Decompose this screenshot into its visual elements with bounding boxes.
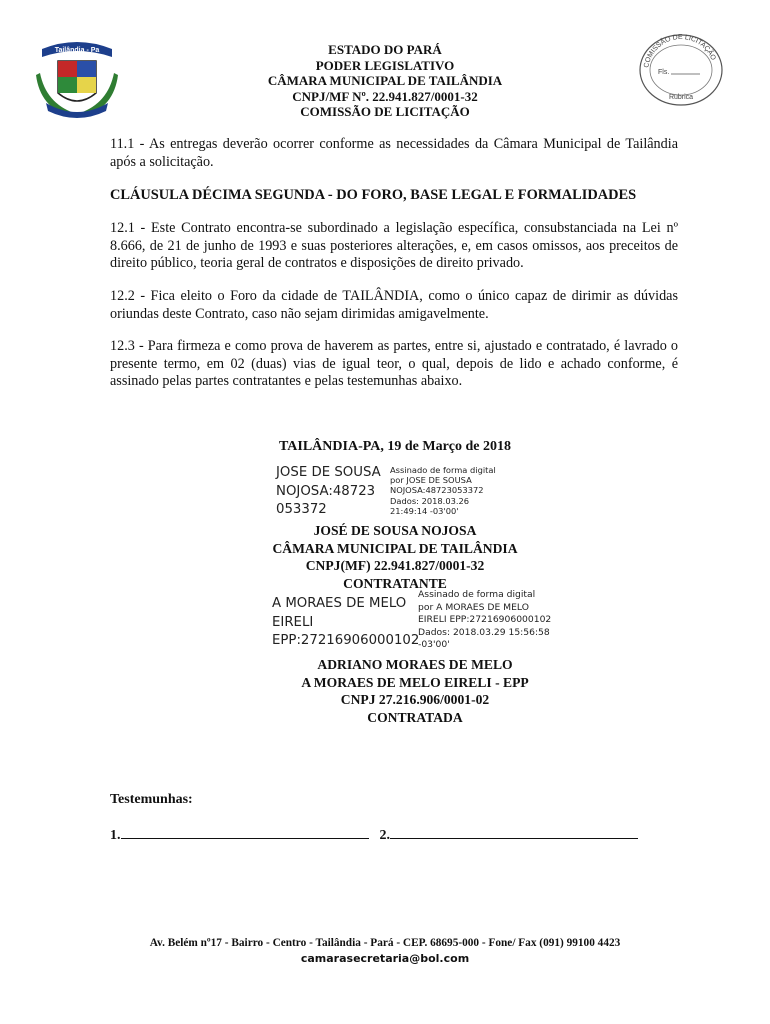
clause-12-3: 12.3 - Para firmeza e como prova de haverem as partes, entre si, ajustado e contratado, é lavrado o presente termo, em 02 (duas) vias de igual teor, o qual, depois de lido e achado conforme, é assinado pelas partes contratantes e pelas testemunhas abaixo. xyxy=(110,338,678,389)
party-1-name: JOSÉ DE SOUSA NOJOSA xyxy=(313,523,477,538)
signature-2-info-line: por A MORAES DE MELO xyxy=(418,601,529,613)
signature-2-name-line-1: A MORAES DE MELO xyxy=(272,596,407,611)
svg-text:Tailândia - Pa: Tailândia - Pa xyxy=(54,47,100,54)
header-cnpj: CNPJ/MF Nº. 22.941.827/0001-32 xyxy=(292,88,478,104)
signature-2-info-line: EIRELI EPP:27216906000102 xyxy=(418,614,552,625)
digital-signature-1 xyxy=(276,464,381,520)
contracted-party-block xyxy=(220,656,610,726)
header-state: ESTADO DO PARÁ xyxy=(328,42,442,57)
signature-2-name-line-2: EIRELI xyxy=(272,614,314,630)
signature-1-info-line: NOJOSA:48723053372 xyxy=(390,485,484,496)
signature-2-details xyxy=(418,589,551,652)
header-chamber: CÂMARA MUNICIPAL DE TAILÂNDIA xyxy=(267,73,503,88)
signature-1-details xyxy=(390,465,496,516)
signature-1-info-line: Assinado de forma digital xyxy=(390,465,496,475)
footer-email: camarasecretaria@bol.com xyxy=(300,952,470,965)
footer-address: Av. Belém nº17 - Bairro - Centro - Tailândia - Pará - CEP. 68695-000 - Fone/ Fax (091) 99100 4423 xyxy=(149,937,621,949)
party-1-org: CÂMARA MUNICIPAL DE TAILÂNDIA xyxy=(272,540,518,556)
party-1-cnpj: CNPJ(MF) 22.941.827/0001-32 xyxy=(305,558,485,573)
witness-1-signature-line xyxy=(121,826,369,839)
witness-2-signature-line xyxy=(390,826,638,839)
svg-text:COMISSÃO DE LICITAÇÃO xyxy=(643,34,717,68)
document-header xyxy=(180,42,590,120)
signature-2-name-line-3: EPP:27216906000102 xyxy=(272,633,420,648)
signature-2-info-line: Dados: 2018.03.29 15:56:58 xyxy=(418,626,550,638)
contracting-party-block xyxy=(200,522,590,592)
page-footer xyxy=(60,936,710,966)
digital-signature-2 xyxy=(272,595,419,651)
header-commission: COMISSÃO DE LICITAÇÃO xyxy=(300,104,470,119)
party-2-name: ADRIANO MORAES DE MELO xyxy=(317,657,513,672)
clause-12-1: 12.1 - Este Contrato encontra-se subordinado a legislação específica, consubstanciada na Lei nº 8.666, de 21 de junho de 1993 e suas posteriores alterações, e, em casos omissos, aos preceitos de direito público, teoria geral de contratos e disposições de direito privado. xyxy=(110,220,678,271)
party-2-cnpj: CNPJ 27.216.906/0001-02 xyxy=(340,692,490,707)
date-line: TAILÂNDIA-PA, 19 de Março de 2018 xyxy=(278,439,511,454)
party-1-role: CONTRATANTE xyxy=(343,575,447,591)
clause-12-title: CLÁUSULA DÉCIMA SEGUNDA - DO FORO, BASE LEGAL E FORMALIDADES xyxy=(110,187,637,203)
commission-stamp xyxy=(638,32,724,106)
witness-lines xyxy=(110,826,638,844)
witness-2-number: 2. xyxy=(379,828,390,843)
clause-12-2: 12.2 - Fica eleito o Foro da cidade de TAILÂNDIA, como o único capaz de dirimir as dúvidas oriundas deste Contrato, caso não sejam dirimidas amigavelmente. xyxy=(110,288,678,322)
witness-1-number: 1. xyxy=(110,828,121,843)
signature-1-info-line: 21:49:14 -03'00' xyxy=(390,505,459,516)
signature-1-info-line: por JOSE DE SOUSA xyxy=(390,475,472,486)
clause-11-1: 11.1 - As entregas deverão ocorrer conforme as necessidades da Câmara Municipal de Tailândia após a solicitação. xyxy=(110,136,678,170)
party-2-org: A MORAES DE MELO EIRELI - EPP xyxy=(301,674,529,690)
witnesses-label: Testemunhas: xyxy=(110,792,193,807)
signature-1-name-line-3: 053372 xyxy=(276,502,327,517)
signature-1-info-line: Dados: 2018.03.26 xyxy=(390,495,470,506)
header-power: PODER LEGISLATIVO xyxy=(315,57,455,73)
municipal-crest-logo xyxy=(34,33,120,119)
stamp-rubrica: Rubrica xyxy=(668,94,694,101)
signature-2-info-line: -03'00' xyxy=(418,639,450,650)
signature-1-name-line-1: JOSE DE SOUSA xyxy=(276,465,381,480)
stamp-ring-text: COMISSÃO DE LICITAÇÃO xyxy=(643,33,717,69)
signature-2-info-line: Assinado de forma digital xyxy=(418,589,536,600)
party-2-role: CONTRATADA xyxy=(367,709,463,725)
stamp-fls: Fls. xyxy=(658,69,670,76)
signature-1-name-line-2: NOJOSA:48723 xyxy=(276,483,376,499)
